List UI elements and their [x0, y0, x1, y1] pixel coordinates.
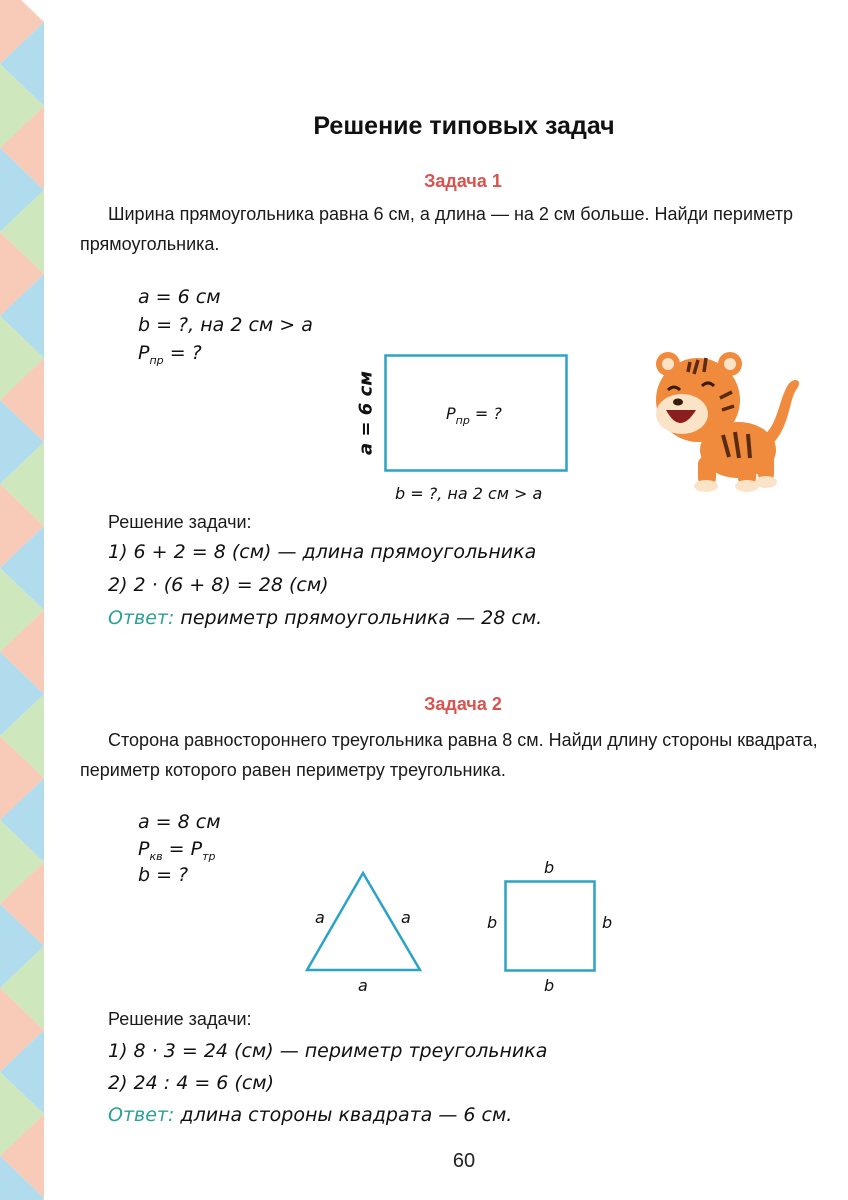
- task1-solution-heading: Решение задачи:: [108, 512, 252, 532]
- triangle-right-label: a: [401, 908, 411, 927]
- square-right-label: b: [602, 913, 613, 932]
- task1-answer-label: Ответ:: [108, 607, 175, 629]
- task2-solution-heading: Решение задачи:: [108, 1009, 252, 1029]
- task2-text: Сторона равностороннего треугольника равна 8 см. Найди длину стороны квадрата, периметр которого равен периметру треугольника.: [80, 730, 818, 780]
- task2-step2: 2) 24 : 4 = 6 (см): [108, 1072, 275, 1094]
- task2-given-p: $P_{кв} = P_{тр}$: [138, 838, 216, 863]
- rectangle-left-label: a = 6 см: [355, 371, 377, 455]
- task1-step1: 1) 6 + 2 = 8 (см) — длина прямоугольника: [108, 541, 537, 563]
- square-shape: [506, 882, 595, 971]
- task1-answer: Ответ: периметр прямоугольника — 28 см.: [108, 607, 543, 629]
- triangle-bottom-label: a: [358, 976, 368, 995]
- task1-heading: Задача 1: [424, 171, 502, 191]
- task2-step1: 1) 8 · 3 = 24 (см) — периметр треугольника: [108, 1040, 548, 1062]
- task1-given-b: b = ?, на 2 см > a: [138, 314, 313, 336]
- square-left-label: b: [487, 913, 498, 932]
- task1-step2: 2) 2 · (6 + 8) = 28 (см): [108, 574, 329, 596]
- task2-answer: Ответ: длина стороны квадрата — 6 см.: [108, 1104, 513, 1126]
- rectangle-bottom-label: b = ?, на 2 см > a: [395, 484, 543, 503]
- triangle-left-label: a: [315, 908, 325, 927]
- task2-given-a: a = 8 см: [138, 811, 221, 833]
- rectangle-center-label: $P_{пр}$ = ?: [446, 404, 502, 427]
- task2-answer-label: Ответ:: [108, 1104, 175, 1126]
- page-number: 60: [452, 1150, 476, 1172]
- square-top-label: b: [544, 858, 555, 877]
- tiger-mascot-illustration: [638, 340, 803, 495]
- task2-heading: Задача 2: [424, 694, 502, 714]
- task1-given-a: a = 6 см: [138, 286, 221, 308]
- task1-given-p: $P_{пр}$ = ?: [138, 342, 202, 367]
- square-bottom-label: b: [544, 976, 555, 995]
- task2-given-b: b = ?: [138, 864, 189, 886]
- task1-text: Ширина прямоугольника равна 6 см, а длина — на 2 см больше. Найди периметр прямоугольника.: [80, 204, 794, 254]
- square-diagram: [504, 880, 596, 972]
- page-title: Решение типовых задач: [313, 112, 615, 140]
